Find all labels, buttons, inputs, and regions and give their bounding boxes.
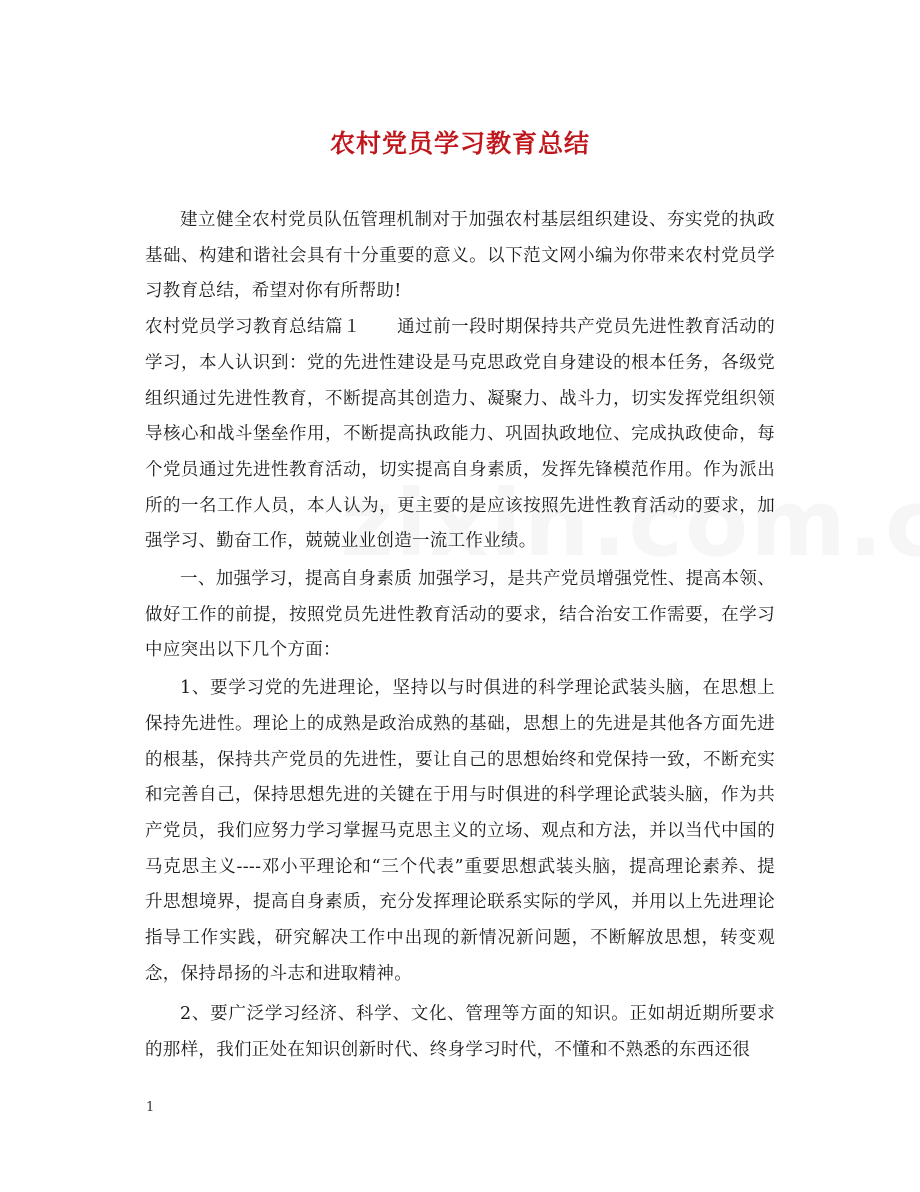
document-body: [145, 203, 775, 1069]
point-2-paragraph: 2、要广泛学习经济、科学、文化、管理等方面的知识。正如胡近期所要求的那样，我们正处在知识创新时代、终身学习时代，不懂和不熟悉的东西还很: [145, 1004, 775, 1061]
point-1-paragraph: 1、要学习党的先进理论，坚持以与时俱进的科学理论武装头脑，在思想上保持先进性。理论上的成熟是政治成熟的基础，思想上的先进是其他各方面先进的根基，保持共产党员的先进性，要让自己的思想始终和党保持一致，不断充实和完善自己，保持思想先进的关键在于用与时俱进的科学理论武装头脑，作为共产党员，我们应努力学习掌握马克思主义的立场、观点和方法，并以当代中国的马克思主义----邓小平理论和“三个代表”重要思想武装头脑，提高理论素养、提升思想境界，提高自身素质，充分发挥理论联系实际的学风，并用以上先进理论指导工作实践，研究解决工作中出现的新情况新问题，不断解放思想，转变观念，保持昂扬的斗志和进取精神。: [145, 678, 775, 984]
page-number: 1: [146, 1100, 155, 1115]
section-1-paragraph: 农村党员学习教育总结篇１ 通过前一段时期保持共产党员先进性教育活动的学习，本人认识到：党的先进性建设是马克思政党自身建设的根本任务，各级党组织通过先进性教育，不断提高其创造力、凝聚力、战斗力，切实发挥党组织领导核心和战斗堡垒作用，不断提高执政能力、巩固执政地位、完成执政使命，每个党员通过先进性教育活动，切实提高自身素质，发挥先锋模范作用。作为派出所的一名工作人员，本人认为，更主要的是应该按照先进性教育活动的要求，加强学习、勤奋工作，兢兢业业创造一流工作业绩。: [145, 317, 775, 552]
intro-paragraph: 建立健全农村党员队伍管理机制对于加强农村基层组织建设、夯实党的执政基础、构建和谐社会具有十分重要的意义。以下范文网小编为你带来农村党员学习教育总结，希望对你有所帮助!: [145, 210, 775, 302]
document-title: 农村党员学习教育总结: [329, 129, 590, 158]
heading-paragraph: 一、加强学习，提高自身素质 加强学习，是共产党员增强党性、提高本领、做好工作的前提，按照党员先进性教育活动的要求，结合治安工作需要，在学习中应突出以下几个方面：: [145, 569, 775, 661]
